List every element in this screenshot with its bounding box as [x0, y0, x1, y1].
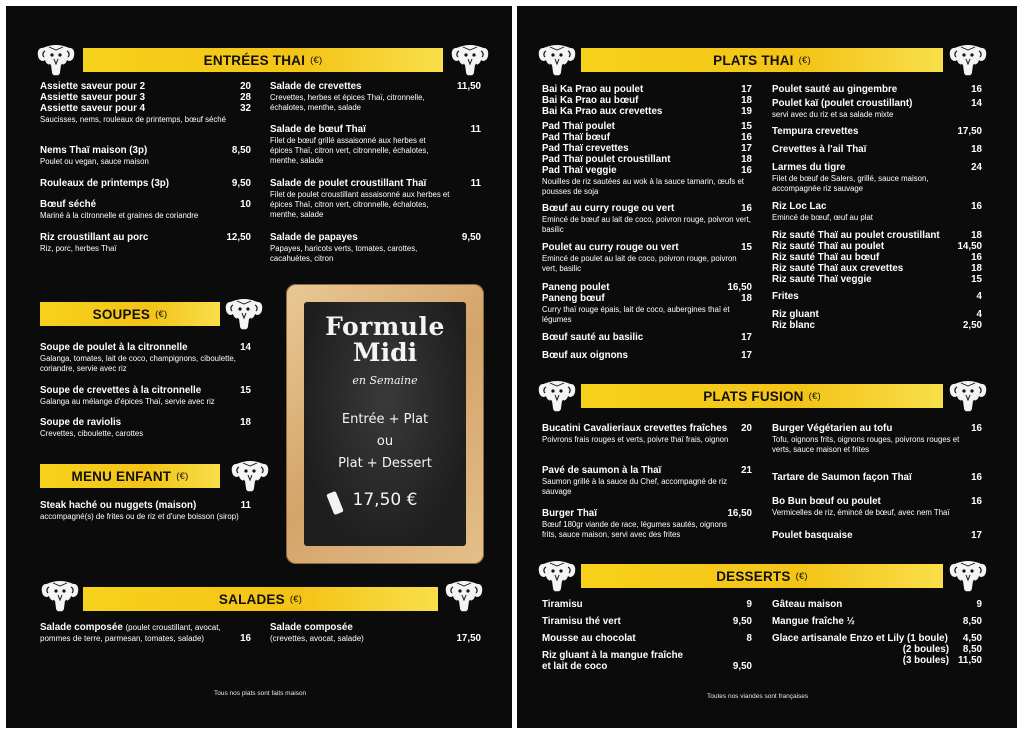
item-name: Tiramisu thé vert: [542, 616, 621, 627]
item-name: Mousse au chocolat: [542, 633, 636, 644]
item-price: 19: [741, 106, 752, 117]
item-name: Soupe de raviolis: [40, 417, 122, 428]
item-price: 16: [741, 165, 752, 176]
item-price: 15: [971, 274, 982, 285]
item-price: 9,50: [231, 178, 251, 189]
item-price: 15: [741, 242, 752, 253]
item-name: (2 boules): [902, 644, 949, 655]
item-name: Poulet basquaise: [772, 530, 853, 541]
item-price: 8,50: [962, 616, 982, 627]
menu-item: [542, 203, 752, 235]
item-price: 18: [741, 95, 752, 106]
item-name: Paneng bœuf: [542, 293, 605, 304]
entrees-banner: [83, 48, 443, 72]
item-name: Salade composée: [40, 622, 123, 633]
elephant-icon: [224, 296, 264, 332]
item-price: 9: [976, 599, 982, 610]
item-name: Burger Thaï: [542, 508, 597, 519]
plats-thai-unit: (€): [798, 54, 811, 66]
item-name: Gâteau maison: [772, 599, 843, 610]
salades-banner: [83, 587, 438, 611]
elephant-icon: [40, 578, 80, 614]
item-price: 9,50: [732, 616, 752, 627]
chalk-line: Plat + Dessert: [338, 456, 432, 471]
item-name: (3 boules): [902, 655, 949, 666]
chalk-title: Formule: [325, 312, 445, 341]
footnote-right: Toutes nos viandes sont françaises: [707, 693, 809, 700]
menu-item: [772, 530, 982, 541]
elephant-icon: [537, 378, 577, 414]
item-price: 18: [971, 230, 982, 241]
soupes-banner: [40, 302, 220, 326]
item-name: Tiramisu: [542, 599, 583, 610]
item-price: 17: [971, 530, 982, 541]
menu-item: [772, 144, 982, 155]
item-name: Tempura crevettes: [772, 126, 859, 137]
item-price: 15: [741, 121, 752, 132]
item-name: Bai Ka Prao au bœuf: [542, 95, 639, 106]
elephant-icon: [36, 42, 76, 78]
item-price: 4: [976, 291, 982, 302]
item-price: 20: [240, 81, 251, 92]
item-price: 16: [971, 423, 982, 434]
elephant-icon: [444, 578, 484, 614]
item-price: 18: [741, 293, 752, 304]
plats-thai-title: PLATS THAI: [713, 52, 794, 68]
item-description: Saumon grillé à la sauce du Chef, accompagné de riz sauvage: [542, 477, 728, 496]
item-name: Bo Bun bœuf ou poulet: [772, 496, 881, 507]
elephant-icon: [450, 42, 490, 78]
formule-midi-chalkboard: [286, 284, 484, 564]
menu-item: [772, 472, 982, 483]
item-price: 18: [240, 417, 251, 428]
menu-item: [40, 232, 251, 254]
menu-item: [40, 145, 251, 167]
item-name: Riz gluant: [772, 309, 819, 320]
menu-item: [772, 633, 982, 666]
menu-item: [542, 599, 752, 610]
menu-item: [270, 178, 481, 220]
menu-enfant-unit: (€): [176, 470, 189, 482]
menu-item: [542, 616, 752, 627]
menu-item: [542, 121, 752, 197]
menu-item: [270, 81, 481, 113]
item-price: 17: [741, 332, 752, 343]
menu-item: [542, 350, 752, 361]
item-price: 9,50: [461, 232, 481, 243]
item-description: Filet de poulet croustillant assaisonné aux herbes et épices Thaï, citron vert, citronnelle, échalotes, menthe, salade: [270, 190, 450, 219]
item-description: Riz, porc, herbes Thaï: [40, 244, 117, 253]
item-price: 16: [971, 472, 982, 483]
item-name: Salade de crevettes: [270, 81, 362, 92]
item-price: 16,50: [727, 282, 752, 293]
menu-item: [40, 385, 251, 407]
item-detail: (crevettes, avocat, salade): [270, 634, 364, 643]
menu-item: [542, 465, 752, 497]
item-name: Assiette saveur pour 4: [40, 103, 146, 114]
item-price: 17: [741, 84, 752, 95]
item-price: 4,50: [962, 633, 982, 644]
item-name: Riz gluant à la mangue fraîche: [542, 650, 683, 661]
menu-item: [772, 599, 982, 610]
chalk-line: ou: [376, 434, 394, 449]
elephant-icon: [948, 42, 988, 78]
item-description: Mariné à la citronnelle et graines de coriandre: [40, 211, 199, 220]
item-price: 14: [240, 342, 251, 353]
item-price: 16: [971, 496, 982, 507]
menu-item: [40, 178, 251, 189]
item-price: 11: [470, 178, 481, 189]
item-name: Riz sauté Thaï au poulet: [772, 241, 885, 252]
item-price: 11: [240, 500, 251, 511]
menu-item: [542, 508, 752, 540]
item-description: Papayes, haricots verts, tomates, carottes, cacahuètes, citron: [270, 244, 418, 263]
item-description: servi avec du riz et sa salade mixte: [772, 110, 894, 119]
menu-enfant-banner: [40, 464, 220, 488]
item-description: Emincé de poulet au lait de coco, poivron rouge, poivron vert, basilic: [542, 254, 737, 273]
item-name: Soupe de crevettes à la citronnelle: [40, 385, 202, 396]
menu-item: [772, 126, 982, 137]
item-price: 18: [971, 144, 982, 155]
desserts-unit: (€): [795, 570, 808, 582]
elephant-icon: [948, 378, 988, 414]
chalk-price: 17,50 €: [352, 490, 418, 510]
item-price: 16: [240, 633, 251, 644]
item-name: Rouleaux de printemps (3p): [40, 178, 170, 189]
item-price: 9,50: [732, 661, 752, 672]
item-description: Emincé de bœuf au lait de coco, poivron rouge, poivron vert, basilic: [542, 215, 751, 234]
elephant-icon: [230, 458, 270, 494]
menu-item: [772, 201, 982, 223]
item-description: Crevettes, ciboulette, carottes: [40, 429, 144, 438]
right-menu-page: [517, 6, 1017, 728]
item-description: Poivrons frais rouges et verts, poivre thaï frais, oignon: [542, 435, 729, 444]
elephant-icon: [537, 42, 577, 78]
item-price: 18: [741, 154, 752, 165]
item-price: 17: [741, 350, 752, 361]
item-name: Soupe de poulet à la citronnelle: [40, 342, 188, 353]
item-price: 8: [746, 633, 752, 644]
item-price: 18: [971, 263, 982, 274]
item-name: Larmes du tigre: [772, 162, 846, 173]
menu-item: [542, 84, 752, 117]
menu-item: [772, 496, 982, 518]
item-description: Poulet ou vegan, sauce maison: [40, 157, 149, 166]
left-menu-page: [6, 6, 512, 728]
item-name: Poulet au curry rouge ou vert: [542, 242, 679, 253]
item-description: Crevettes, herbes et épices Thaï, citronnelle, échalotes, menthe, salade: [270, 93, 425, 112]
item-description: Vermicelles de riz, émincé de bœuf, avec nem Thaï: [772, 508, 950, 517]
item-price: 20: [741, 423, 752, 434]
item-name: Pad Thaï poulet croustillant: [542, 154, 671, 165]
item-price: 9: [746, 599, 752, 610]
item-description: Bœuf 180gr viande de race, légumes sautés, oignons frits, sauce maison, servi avec des frites: [542, 520, 728, 539]
item-price: 2,50: [962, 320, 982, 331]
menu-item: [542, 282, 752, 325]
item-name: Tartare de Saumon façon Thaï: [772, 472, 912, 483]
item-name: Bœuf sauté au basilic: [542, 332, 644, 343]
item-price: 14: [971, 98, 982, 109]
item-name: Mangue fraîche ½: [772, 616, 855, 627]
chalk-subtitle: en Semaine: [352, 374, 418, 387]
item-name: Poulet kaï (poulet croustillant): [772, 98, 913, 109]
item-name: Bœuf séché: [40, 199, 97, 210]
item-price: 8,50: [231, 145, 251, 156]
entrees-unit: (€): [310, 54, 323, 66]
menu-item: [270, 124, 481, 166]
desserts-title: DESSERTS: [716, 568, 791, 584]
chalk-title: Midi: [352, 338, 418, 367]
item-price: 12,50: [226, 232, 251, 243]
item-price: 10: [240, 199, 251, 210]
menu-item: [542, 650, 752, 672]
chalk-line: Entrée + Plat: [341, 412, 429, 427]
menu-item: [270, 232, 481, 264]
item-name: Steak haché ou nuggets (maison): [40, 500, 197, 511]
item-description: Emincé de bœuf, œuf au plat: [772, 213, 873, 222]
menu-item: [40, 622, 251, 644]
item-name: Pad Thaï veggie: [542, 165, 617, 176]
item-name: Pad Thaï poulet: [542, 121, 615, 132]
menu-item: [772, 616, 982, 627]
salades-title: SALADES: [218, 591, 285, 607]
menu-item: [40, 500, 251, 522]
item-name: Assiette saveur pour 3: [40, 92, 146, 103]
item-name: Riz blanc: [772, 320, 816, 331]
item-name: Riz croustillant au porc: [40, 232, 149, 243]
item-name: Bucatini Cavalieriaux crevettes fraîches: [542, 423, 728, 434]
item-price: 16: [741, 132, 752, 143]
item-description: accompagné(s) de frites ou de riz et d'une boisson (sirop): [40, 512, 239, 521]
item-name: Riz sauté Thaï au bœuf: [772, 252, 880, 263]
item-name: Burger Végétarien au tofu: [772, 423, 893, 434]
soupes-unit: (€): [155, 308, 168, 320]
menu-item: [772, 84, 982, 95]
item-name: Riz sauté Thaï aux crevettes: [772, 263, 904, 274]
menu-item: [542, 423, 752, 445]
item-name: Bai Ka Prao aux crevettes: [542, 106, 663, 117]
item-price: 11: [470, 124, 481, 135]
menu-item: [40, 417, 251, 439]
item-description: Curry thaï rouge épais, lait de coco, aubergines thaï et légumes: [542, 305, 730, 324]
soupes-title: SOUPES: [92, 306, 151, 322]
item-price: 17,50: [957, 126, 982, 137]
item-price: 21: [741, 465, 752, 476]
item-name: Bœuf au curry rouge ou vert: [542, 203, 675, 214]
elephant-icon: [948, 558, 988, 594]
desserts-banner: [581, 564, 943, 588]
menu-item: [40, 199, 251, 221]
item-price: 16: [741, 203, 752, 214]
item-price: 16,50: [727, 508, 752, 519]
menu-enfant-title: MENU ENFANT: [71, 468, 172, 484]
menu-item: [40, 81, 251, 125]
plats-fusion-title: PLATS FUSION: [703, 388, 804, 404]
menu-item: [542, 633, 752, 644]
plats-fusion-banner: [581, 384, 943, 408]
item-name: Salade composée: [270, 622, 353, 633]
item-name: et lait de coco: [542, 661, 608, 672]
item-price: 11,50: [958, 655, 982, 666]
menu-item: [772, 309, 982, 331]
plats-fusion-unit: (€): [808, 390, 821, 402]
entrees-title: ENTRÉES THAI: [203, 52, 306, 68]
item-price: 32: [240, 103, 251, 114]
item-price: 17,50: [456, 633, 481, 644]
item-name: Poulet sauté au gingembre: [772, 84, 898, 95]
menu-item: [542, 332, 752, 343]
menu-item: [772, 291, 982, 302]
menu-item: [772, 423, 982, 455]
item-price: 16: [971, 252, 982, 263]
item-name: Bai Ka Prao au poulet: [542, 84, 644, 95]
item-name: Salade de bœuf Thaï: [270, 124, 366, 135]
item-description: Galanga, tomates, lait de coco, champignons, ciboulette, coriandre, servie avec riz: [40, 354, 236, 373]
item-name: Pad Thaï crevettes: [542, 143, 629, 154]
item-name: Crevettes à l'ail Thaï: [772, 144, 867, 155]
item-price: 11,50: [457, 81, 481, 92]
item-name: Riz sauté Thaï veggie: [772, 274, 872, 285]
menu-item: [772, 98, 982, 120]
menu-item: [270, 622, 481, 644]
item-price: 16: [971, 201, 982, 212]
item-detail: (poulet croustillant, avocat, pommes de terre, parmesan, tomates, salade): [40, 623, 221, 643]
item-description: Galanga au mélange d'épices Thaï, servie avec riz: [40, 397, 215, 406]
item-name: Paneng poulet: [542, 282, 610, 293]
item-price: 8,50: [962, 644, 982, 655]
item-price: 15: [240, 385, 251, 396]
menu-item: [772, 162, 982, 194]
item-price: 14,50: [957, 241, 982, 252]
item-name: Nems Thaï maison (3p): [40, 145, 148, 156]
footnote-left: Tous nos plats sont faits maison: [214, 690, 307, 697]
item-price: 17: [741, 143, 752, 154]
item-description: Filet de bœuf de Salers, grillé, sauce maison, accompagnée riz sauvage: [772, 174, 929, 193]
item-description: Filet de bœuf grillé assaisonné aux herbes et épices Thaï, citron vert, citronnelle, échalotes, menthe, salade: [270, 136, 429, 165]
menu-item: [772, 230, 982, 285]
item-name: Riz Loc Lac: [772, 201, 827, 212]
item-name: Pad Thaï bœuf: [542, 132, 611, 143]
chalkboard-surface: [304, 302, 466, 546]
salades-unit: (€): [289, 593, 303, 605]
item-description: Nouilles de riz sautées au wok à la sauce tamarin, œufs et pousses de soja: [542, 177, 744, 196]
item-price: 4: [976, 309, 982, 320]
elephant-icon: [537, 558, 577, 594]
item-name: Bœuf aux oignons: [542, 350, 628, 361]
item-description: Saucisses, nems, rouleaux de printemps, bœuf séché: [40, 115, 226, 124]
menu-item: [40, 342, 251, 374]
item-name: Frites: [772, 291, 799, 302]
item-name: Riz sauté Thaï au poulet croustillant: [772, 230, 940, 241]
item-description: Tofu, oignons frits, oignons rouges, poivrons rouges et verts, sauce maison et frites: [772, 435, 960, 454]
item-price: 28: [240, 92, 251, 103]
menu-item: [542, 242, 752, 274]
item-price: 24: [971, 162, 982, 173]
item-name: Pavé de saumon à la Thaï: [542, 465, 662, 476]
item-name: Glace artisanale Enzo et Lily (1 boule): [772, 633, 948, 644]
item-name: Salade de papayes: [270, 232, 358, 243]
item-price: 16: [971, 84, 982, 95]
item-name: Assiette saveur pour 2: [40, 81, 146, 92]
item-name: Salade de poulet croustillant Thaï: [270, 178, 427, 189]
plats-thai-banner: [581, 48, 943, 72]
